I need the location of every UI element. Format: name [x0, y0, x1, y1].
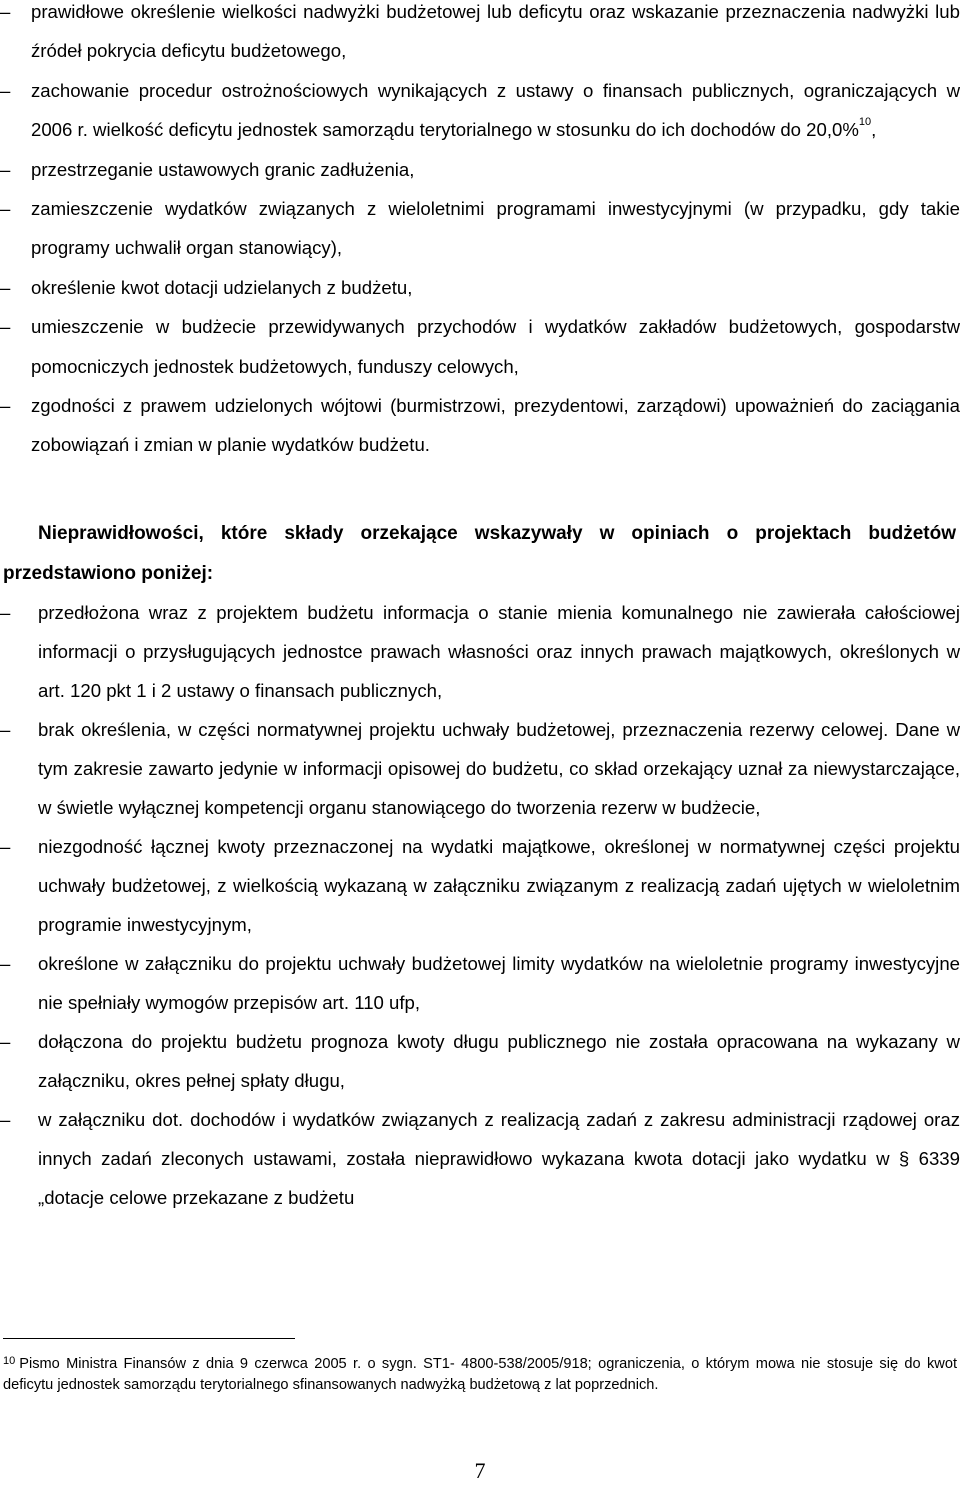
list-item: [0, 827, 960, 944]
list-item-text: zamieszczenie wydatków związanych z wieloletnimi programami inwestycyjnymi (w przypadku, gdy takie programy uchwalił organ stanowiący),: [31, 198, 960, 259]
list-item-text: niezgodność łącznej kwoty przeznaczonej na wydatki majątkowe, określonej w normatywnej części projektu uchwały budżetowej, z wielkością wykazaną w załączniku związanym z realizacją zadań ujętych w wieloletnim programie inwestycyjnym,: [38, 836, 960, 935]
list-item: [0, 1100, 960, 1217]
dash-bullet: –: [0, 836, 11, 857]
dash-bullet: –: [0, 158, 11, 180]
list-item: [0, 150, 960, 189]
list-item-text: zgodności z prawem udzielonych wójtowi (burmistrzowi, prezydentowi, zarządowi) upoważnień do zaciągania zobowiązań i zmian w planie wydatków budżetu.: [31, 395, 960, 456]
list-item-text: brak określenia, w części normatywnej projektu uchwały budżetowej, przeznaczenia rezerwy celowej. Dane w tym zakresie zawarto jedynie w informacji opisowej do budżetu, co skład orzekający uznał za niewystarczające, w świetle wyłącznej kompetencji organu stanowiącego do tworzenia rezerw w budżecie,: [38, 719, 960, 818]
dash-bullet: –: [0, 1, 11, 22]
footnote-separator: [3, 1338, 295, 1339]
dash-bullet: –: [0, 1031, 11, 1052]
list-item-text: określone w załączniku do projektu uchwały budżetowej limity wydatków na wieloletnie programy inwestycyjne nie spełniały wymogów przepisów art. 110 ufp,: [38, 953, 960, 1013]
list-item: [0, 71, 960, 150]
dash-bullet: –: [0, 719, 11, 740]
footnote-reference[interactable]: 10: [858, 116, 872, 129]
list-item-text: przestrzeganie ustawowych granic zadłużenia,: [31, 158, 415, 180]
list-item: [0, 593, 960, 710]
irregularities-list: [0, 593, 960, 1217]
dash-bullet: –: [0, 316, 11, 338]
list-item: [0, 386, 960, 465]
footnote-reference-suffix: ,: [871, 119, 877, 141]
list-item: [0, 307, 960, 386]
list-item-text: określenie kwot dotacji udzielanych z budżetu,: [31, 276, 413, 298]
dash-bullet: –: [0, 953, 11, 974]
requirements-list: [0, 0, 960, 465]
dash-bullet: –: [0, 602, 11, 623]
list-item: [0, 710, 960, 827]
dash-bullet: –: [0, 276, 11, 298]
list-item-text: w załączniku dot. dochodów i wydatków związanych z realizacją zadań z zakresu administracji rządowej oraz innych zadań zleconych ustawami, została nieprawidłowo wykazana kwota dotacji jako wydatku w § 6339 „dotacje celowe przekazane z budżetu: [38, 1109, 960, 1208]
footnote: [3, 1354, 957, 1396]
list-item-text: przedłożona wraz z projektem budżetu informacja o stanie mienia komunalnego nie zawierała całościowej informacji o przysługujących jednostce prawach własności oraz innych prawach majątkowych, określonych w art. 120 pkt 1 i 2 ustawy o finansach publicznych,: [38, 602, 960, 701]
dash-bullet: –: [0, 198, 11, 220]
list-item-text: dołączona do projektu budżetu prognoza kwoty długu publicznego nie została opracowana na wykazany w załączniku, okres pełnej spłaty długu,: [38, 1031, 960, 1091]
page-number: 7: [474, 1458, 486, 1483]
footnote-number: 10: [3, 1355, 16, 1367]
list-item-text: zachowanie procedur ostrożnościowych wynikających z ustawy o finansach publicznych, ograniczających w 2006 r. wielkość deficytu jednostek samorządu terytorialnego w stosunku do ich dochodów do 20,0%: [31, 79, 960, 141]
footnote-text: Pismo Ministra Finansów z dnia 9 czerwca 2005 r. o sygn. ST1- 4800-538/2005/918; ograniczenia, o którym mowa nie stosuje się do kwot deficytu jednostek samorządu terytorialnego sfinansowanych nadwyżką budżetową z lat poprzednich.: [3, 1356, 957, 1393]
list-item: [0, 189, 960, 268]
dash-bullet: –: [0, 1109, 11, 1130]
list-item: [0, 944, 960, 1022]
dash-bullet: –: [0, 79, 11, 101]
list-item-text: prawidłowe określenie wielkości nadwyżki budżetowej lub deficytu oraz wskazanie przeznaczenia nadwyżki lub źródeł pokrycia deficytu budżetowego,: [31, 1, 960, 62]
dash-bullet: –: [0, 395, 11, 417]
list-item: [0, 268, 960, 307]
list-item-text: umieszczenie w budżecie przewidywanych przychodów i wydatków zakładów budżetowych, gospodarstw pomocniczych jednostek budżetowych, funduszy celowych,: [31, 316, 960, 377]
list-item: [0, 0, 960, 71]
section-heading: Nieprawidłowości, które składy orzekające wskazywały w opiniach o projektach budżetów przedstawiono poniżej:: [3, 523, 956, 584]
list-item: [0, 1022, 960, 1100]
